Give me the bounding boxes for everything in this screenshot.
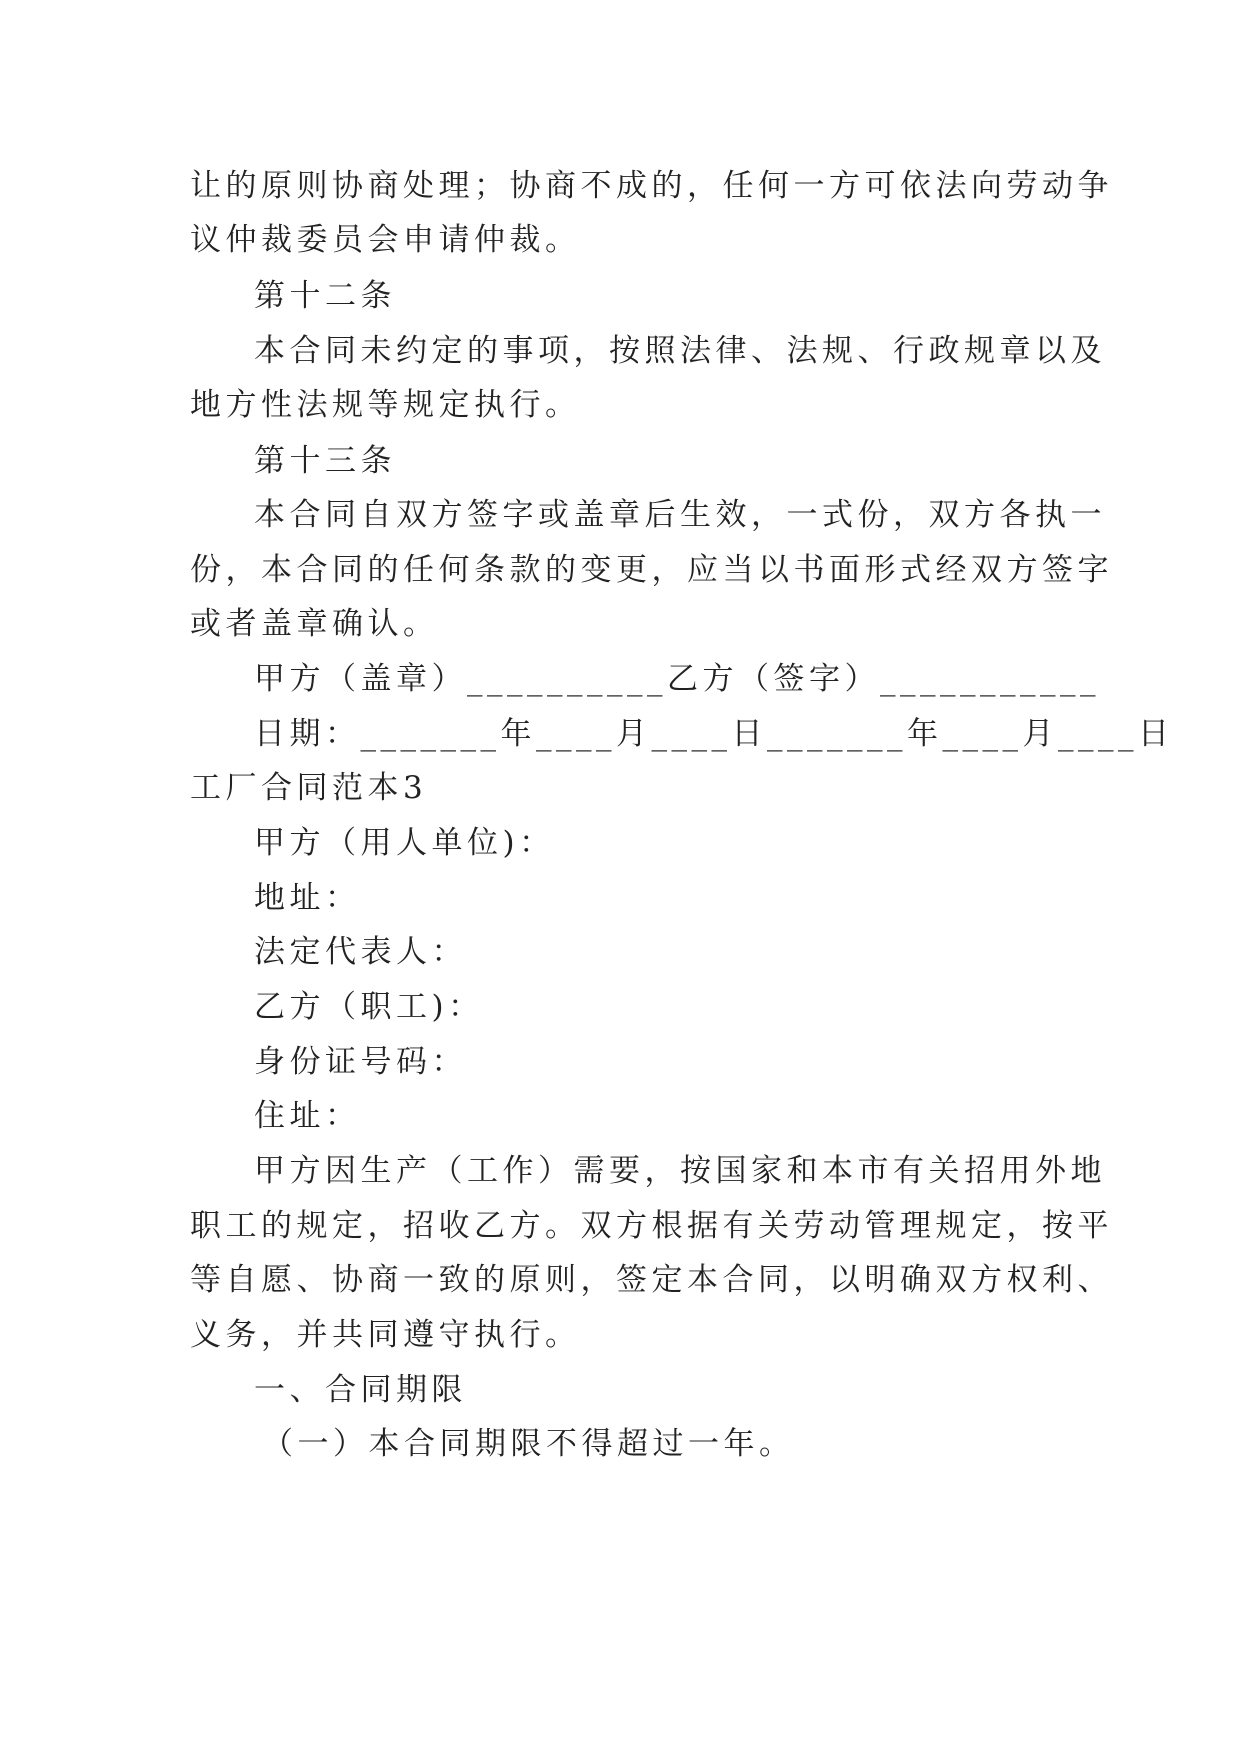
clause-heading: 第十三条 <box>254 443 396 479</box>
body-text-line: 地方性法规等规定执行。 <box>190 387 581 423</box>
party-b-field: 乙方（职工)： <box>254 989 484 1025</box>
address-field: 地址： <box>254 880 361 916</box>
body-text-line: 本合同未约定的事项，按照法律、法规、行政规章以及 <box>254 333 1106 369</box>
body-text-line: 义务，并共同遵守执行。 <box>190 1317 581 1353</box>
id-number-field: 身份证号码： <box>254 1044 467 1080</box>
body-text-line: 职工的规定，招收乙方。双方根据有关劳动管理规定，按平 <box>190 1208 1113 1244</box>
party-a-field: 甲方（用人单位)： <box>254 825 555 861</box>
section-title: 工厂合同范本3 <box>190 770 428 806</box>
body-text-line: 份，本合同的任何条款的变更，应当以书面形式经双方签字 <box>190 552 1113 588</box>
body-text-line: （一）本合同期限不得超过一年。 <box>262 1426 795 1462</box>
body-text-line: 本合同自双方签字或盖章后生效，一式份，双方各执一 <box>254 497 1106 533</box>
body-text-line: 或者盖章确认。 <box>190 606 439 642</box>
section-heading: 一、合同期限 <box>254 1372 467 1408</box>
clause-heading: 第十二条 <box>254 278 396 314</box>
body-text-line: 甲方因生产（工作）需要，按国家和本市有关招用外地 <box>254 1153 1106 1189</box>
date-line: 日期：_______年____月____日_______年____月____日 <box>254 716 1174 752</box>
residence-field: 住址： <box>254 1098 361 1134</box>
signature-line: 甲方（盖章）__________乙方（签字）___________ <box>254 661 1100 697</box>
body-text-line: 议仲裁委员会申请仲裁。 <box>190 222 581 258</box>
body-text-line: 等自愿、协商一致的原则，签定本合同，以明确双方权利、 <box>190 1262 1113 1298</box>
legal-representative-field: 法定代表人： <box>254 934 467 970</box>
body-text-line: 让的原则协商处理；协商不成的，任何一方可依法向劳动争 <box>190 168 1113 204</box>
